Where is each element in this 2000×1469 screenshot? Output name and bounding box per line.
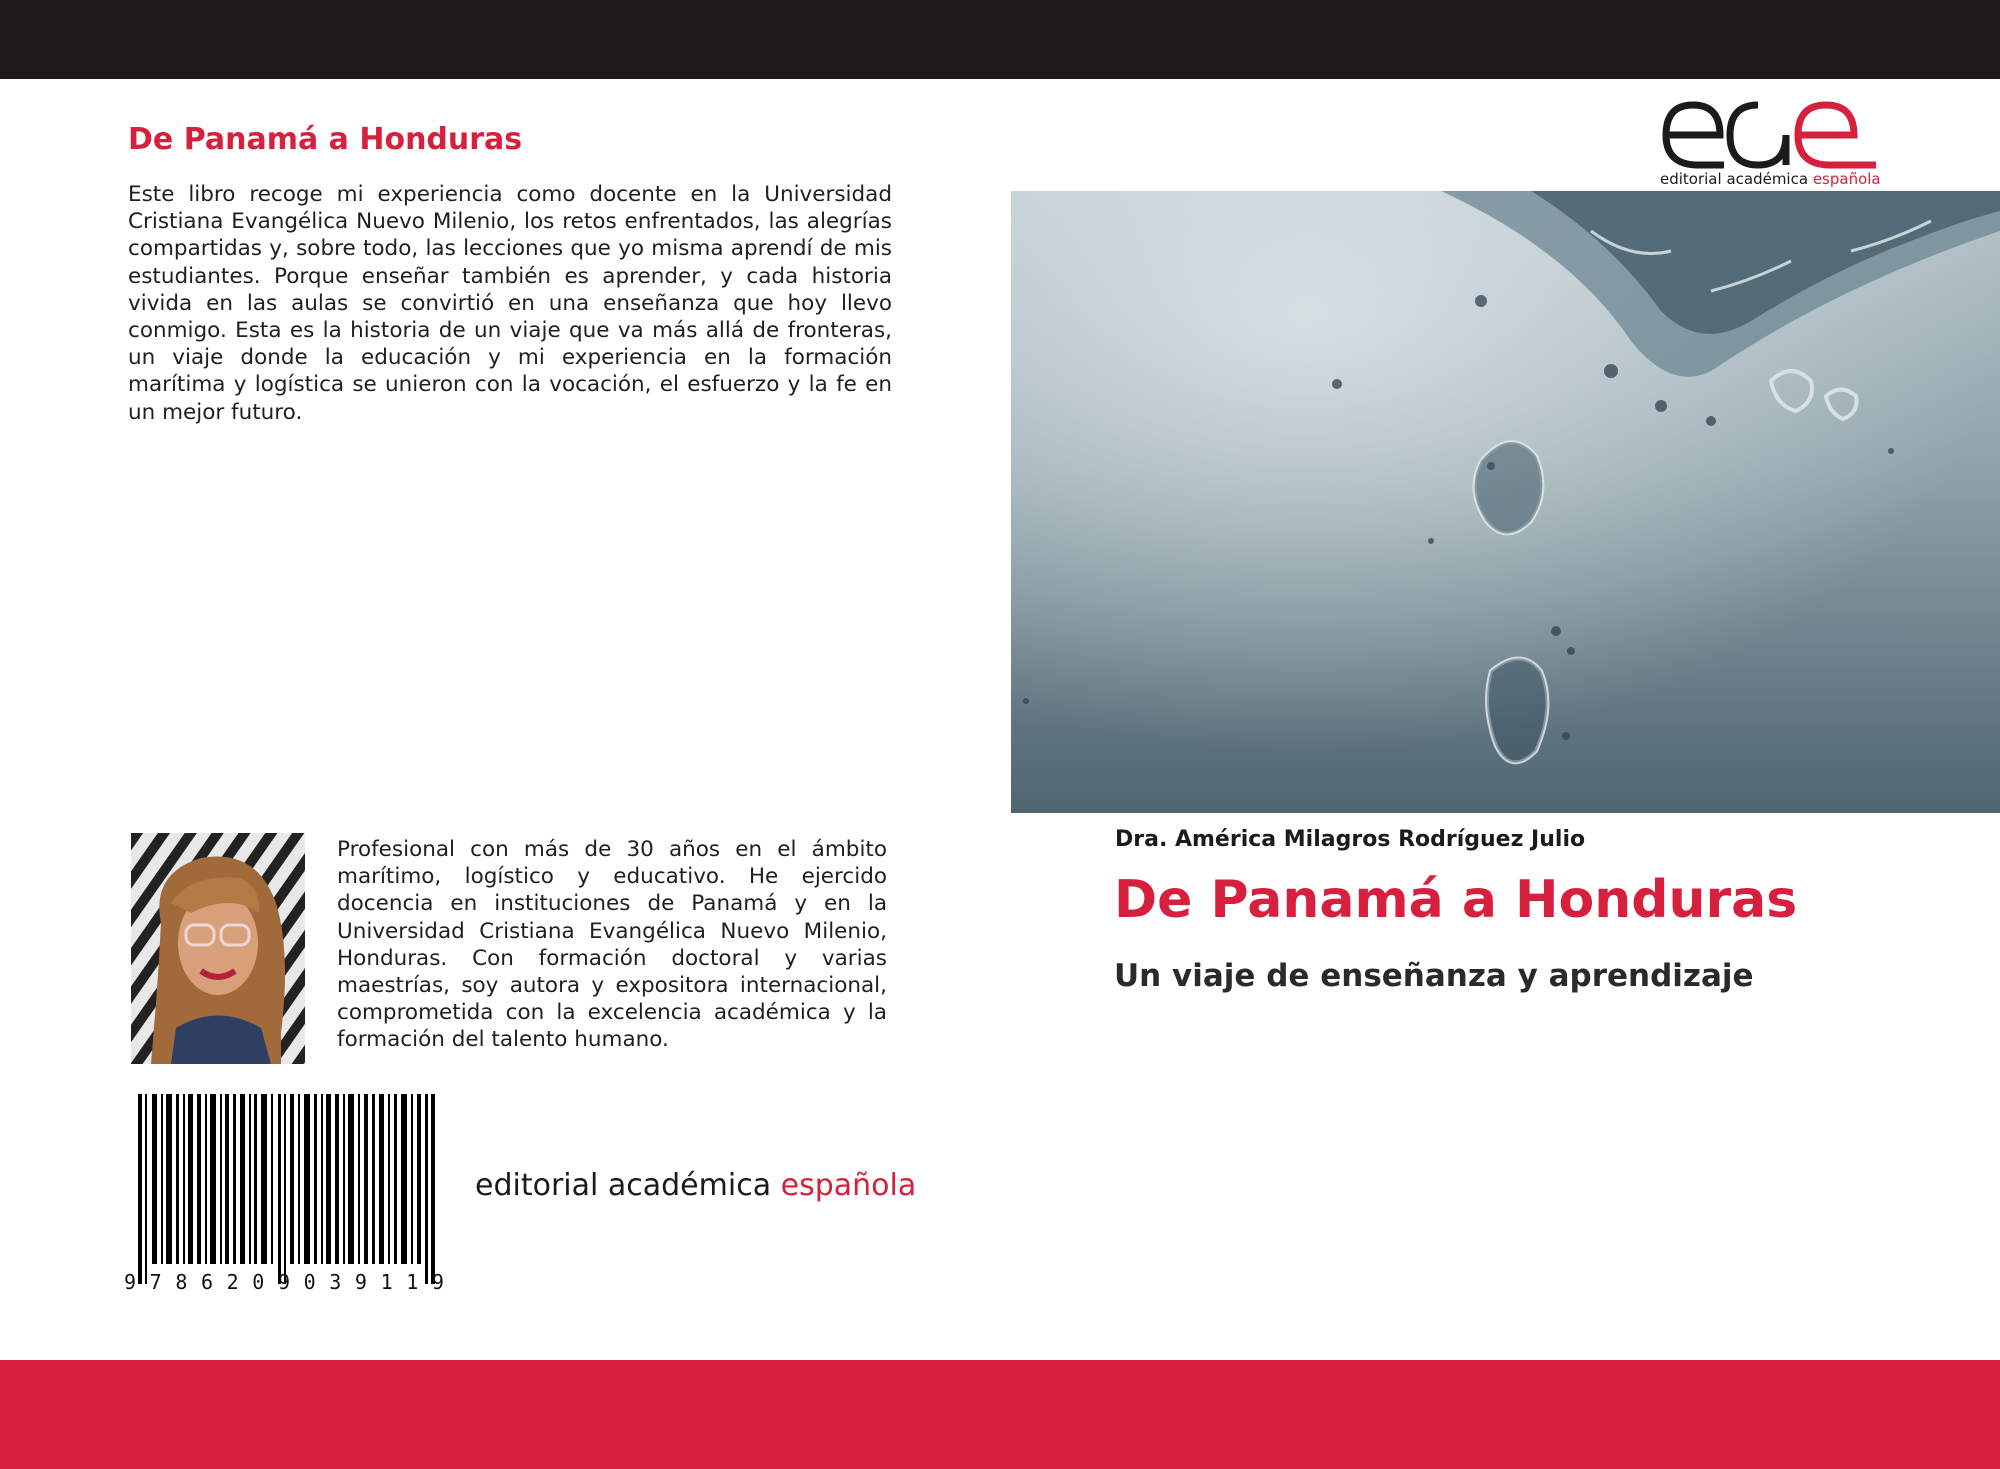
logo-text [1660,170,1881,188]
front-cover-author: Dra. América Milagros Rodríguez Julio [1115,827,1586,852]
isbn-digit: 1 [380,1270,393,1294]
publisher-name-accent: española [780,1168,917,1203]
isbn-digit: 9 [124,1270,137,1294]
front-cover-subtitle: Un viaje de enseñanza y aprendizaje [1114,958,1754,994]
publisher-name [475,1168,916,1203]
author-photo [131,833,305,1064]
logo-text-accent: española [1812,170,1881,188]
isbn-digits [124,1270,444,1294]
bottom-band [0,1360,2000,1469]
isbn-digit: 0 [252,1270,265,1294]
cover-image-water-bubbles [1011,191,2000,813]
isbn-digit: 6 [200,1270,214,1294]
back-cover-title: De Panamá a Honduras [128,122,523,157]
isbn-barcode [128,1094,458,1294]
isbn-digit: 1 [406,1270,419,1294]
front-cover-title: De Panamá a Honduras [1114,870,1798,930]
isbn-digit: 7 [149,1270,162,1294]
author-bio: Profesional con más de 30 años en el ámbito marítimo, logístico y educativo. He ejercido docencia en instituciones de Panamá y en la Universidad Cristiana Evangélica Nuevo Milenio, Honduras. Con formación doctoral y varias maestrías, soy autora y expositora internacional, comprometida con la excelencia académica y la formación del talento humano. [337,837,887,1053]
isbn-digit: 8 [175,1270,188,1294]
logo-text-main: editorial académica [1660,170,1809,188]
isbn-digit: 9 [431,1270,444,1294]
isbn-digit: 3 [329,1270,342,1294]
isbn-digit: 9 [354,1270,367,1294]
top-band [0,0,2000,79]
back-cover-description: Este libro recoge mi experiencia como docente en la Universidad Cristiana Evangélica Nuevo Milenio, los retos enfrentados, las alegrías compartidas y, sobre todo, las lecciones que yo misma aprendí de mis estudiantes. Porque enseñar también es aprender, y cada historia vivida en las aulas se convirtió en una enseñanza que hoy llevo conmigo. Esta es la historia de un viaje que va más allá de fronteras, un viaje donde la educación y mi experiencia en la formación marítima y logística se unieron con la vocación, el esfuerzo y la fe en un mejor futuro. [128,182,892,425]
publisher-name-main: editorial académica [475,1168,772,1203]
isbn-digit: 9 [277,1270,290,1294]
isbn-digit: 2 [226,1270,239,1294]
isbn-digit: 0 [303,1270,316,1294]
